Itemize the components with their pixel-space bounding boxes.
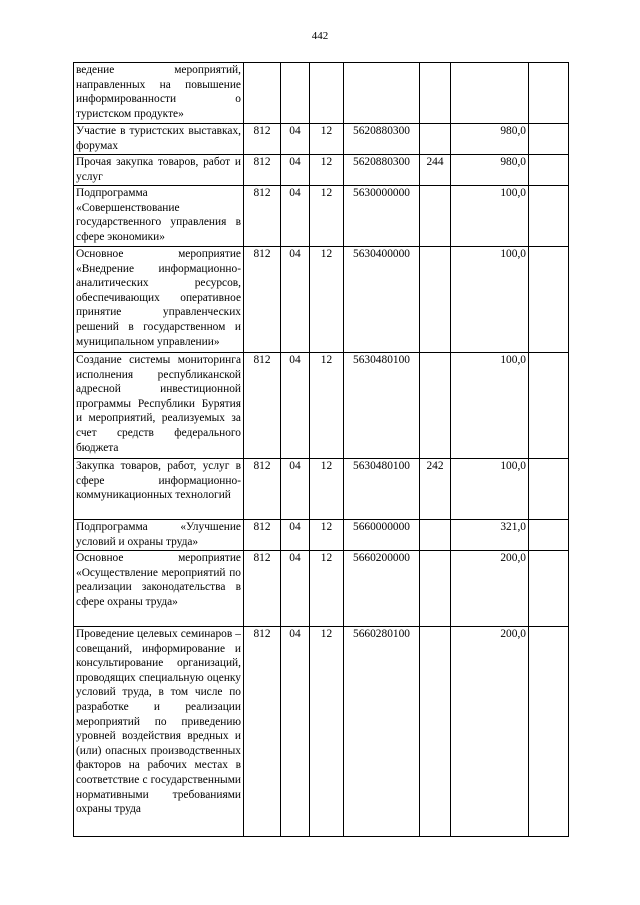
csr-code: 5620880300: [344, 155, 420, 186]
sum-value: 100,0: [451, 353, 529, 459]
extra-cell: [529, 551, 569, 627]
podrazdel-code: 12: [310, 124, 344, 155]
table-row: [74, 353, 569, 459]
csr-code: 5660280100: [344, 627, 420, 837]
extra-cell: [529, 155, 569, 186]
ved-code: 812: [244, 459, 281, 520]
podrazdel-code: 12: [310, 551, 344, 627]
ved-code: 812: [244, 520, 281, 551]
sum-value: 321,0: [451, 520, 529, 551]
vr-code: [420, 124, 451, 155]
razdel-code: 04: [281, 627, 310, 837]
table-row: [74, 520, 569, 551]
table-row: [74, 551, 569, 627]
razdel-code: 04: [281, 551, 310, 627]
razdel-code: 04: [281, 353, 310, 459]
row-name: Участие в туристских выставках, форумах: [74, 124, 244, 155]
vr-code: [420, 247, 451, 353]
razdel-code: 04: [281, 247, 310, 353]
table-row: [74, 247, 569, 353]
csr-code: 5630480100: [344, 459, 420, 520]
podrazdel-code: [310, 63, 344, 124]
podrazdel-code: 12: [310, 155, 344, 186]
row-name: ведение мероприятий, направленных на повышение информированности о туристском продукте»: [74, 63, 244, 124]
ved-code: [244, 63, 281, 124]
vr-code: [420, 63, 451, 124]
sum-value: 100,0: [451, 247, 529, 353]
csr-code: 5660200000: [344, 551, 420, 627]
row-name: Подпрограмма «Улучшение условий и охраны труда»: [74, 520, 244, 551]
ved-code: 812: [244, 186, 281, 247]
extra-cell: [529, 247, 569, 353]
sum-value: 100,0: [451, 186, 529, 247]
row-name: Прочая закупка товаров, работ и услуг: [74, 155, 244, 186]
table-row: [74, 155, 569, 186]
razdel-code: 04: [281, 520, 310, 551]
ved-code: 812: [244, 247, 281, 353]
extra-cell: [529, 627, 569, 837]
razdel-code: 04: [281, 155, 310, 186]
sum-value: 980,0: [451, 155, 529, 186]
row-name: Подпрограмма «Совершенствование государственного управления в сфере экономики»: [74, 186, 244, 247]
sum-value: 200,0: [451, 627, 529, 837]
sum-value: [451, 63, 529, 124]
csr-code: 5630480100: [344, 353, 420, 459]
budget-table: [73, 62, 569, 837]
ved-code: 812: [244, 353, 281, 459]
row-name: Основное мероприятие «Осуществление мероприятий по реализации законодательства в сфере охраны труда»: [74, 551, 244, 627]
extra-cell: [529, 353, 569, 459]
razdel-code: 04: [281, 186, 310, 247]
razdel-code: [281, 63, 310, 124]
row-name: Создание системы мониторинга исполнения республиканской адресной инвестиционной программы Республики Бурятия и мероприятий, реализуемых за счет средств федерального бюджета: [74, 353, 244, 459]
ved-code: 812: [244, 124, 281, 155]
csr-code: 5630400000: [344, 247, 420, 353]
row-name: Проведение целевых семинаров – совещаний, информирование и консультирование организаций, проводящих специальную оценку условий труда, в том числе по разработке и реализации мероприятий по приведению уровней воздействия вредных и (или) опасных производственных факторов на рабочих местах в соответствие с государственными нормативными требованиями охраны труда: [74, 627, 244, 837]
row-name: Основное мероприятие «Внедрение информационно-аналитических ресурсов, обеспечивающих оперативное принятие управленческих решений в государственном и муниципальном управлении»: [74, 247, 244, 353]
vr-code: [420, 627, 451, 837]
podrazdel-code: 12: [310, 627, 344, 837]
ved-code: 812: [244, 627, 281, 837]
row-name: Закупка товаров, работ, услуг в сфере информационно-коммуникационных технологий: [74, 459, 244, 520]
vr-code: 244: [420, 155, 451, 186]
table-row: [74, 124, 569, 155]
razdel-code: 04: [281, 459, 310, 520]
csr-code: 5620880300: [344, 124, 420, 155]
vr-code: [420, 353, 451, 459]
vr-code: [420, 551, 451, 627]
sum-value: 200,0: [451, 551, 529, 627]
vr-code: 242: [420, 459, 451, 520]
csr-code: 5660000000: [344, 520, 420, 551]
ved-code: 812: [244, 155, 281, 186]
extra-cell: [529, 63, 569, 124]
podrazdel-code: 12: [310, 459, 344, 520]
page-number: 442: [311, 30, 329, 42]
csr-code: [344, 63, 420, 124]
ved-code: 812: [244, 551, 281, 627]
podrazdel-code: 12: [310, 186, 344, 247]
podrazdel-code: 12: [310, 520, 344, 551]
table-row: [74, 459, 569, 520]
podrazdel-code: 12: [310, 353, 344, 459]
sum-value: 100,0: [451, 459, 529, 520]
csr-code: 5630000000: [344, 186, 420, 247]
table-row: [74, 186, 569, 247]
razdel-code: 04: [281, 124, 310, 155]
podrazdel-code: 12: [310, 247, 344, 353]
extra-cell: [529, 459, 569, 520]
extra-cell: [529, 520, 569, 551]
extra-cell: [529, 186, 569, 247]
vr-code: [420, 186, 451, 247]
extra-cell: [529, 124, 569, 155]
table-row: [74, 63, 569, 124]
vr-code: [420, 520, 451, 551]
sum-value: 980,0: [451, 124, 529, 155]
table-row: [74, 627, 569, 837]
